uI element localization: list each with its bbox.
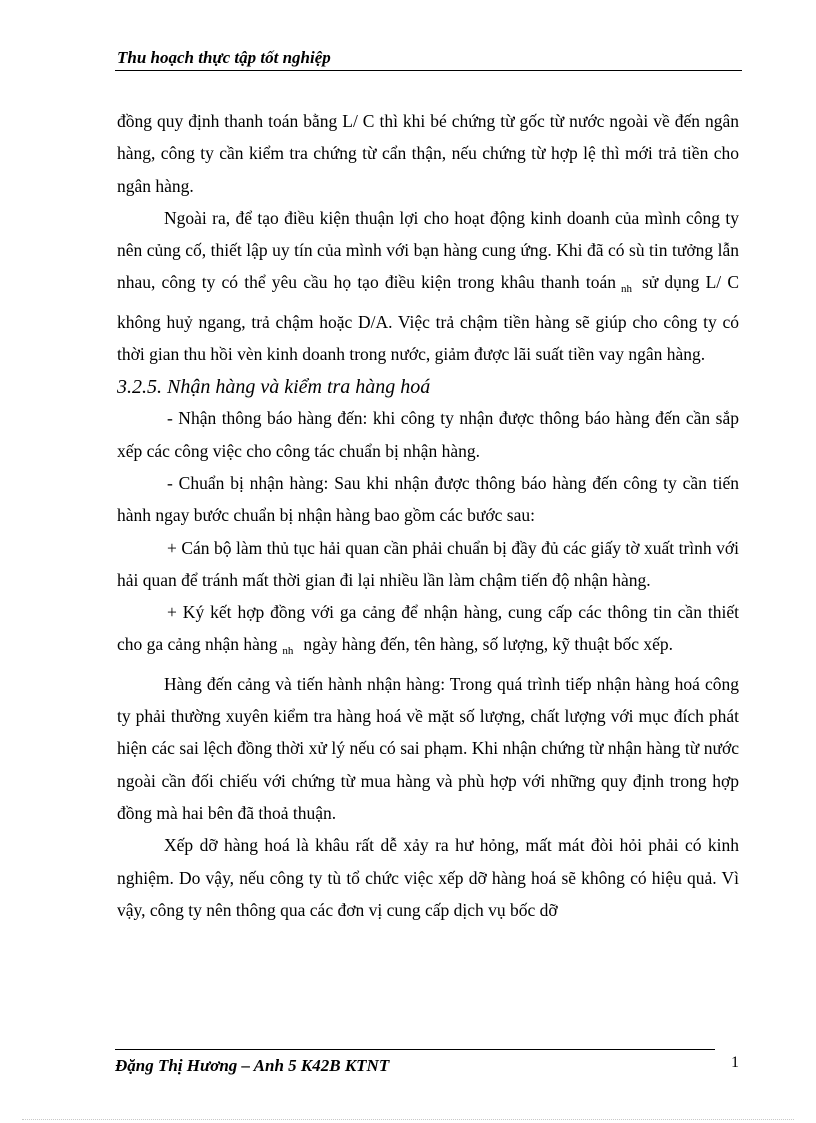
page-header-title: Thu hoạch thực tập tốt nghiệp: [117, 48, 331, 67]
paragraph-text: Ngoài ra, để tạo điều kiện thuận lợi cho hoạt động kinh doanh của mình công ty nên củng cố, thiết lập uy tín của mình với bạn hàng cung ứng. Khi đã có sù tin tưởng lẫn nhau, công ty có thể yêu cầu họ tạo điều kiện trong khâu thanh: [117, 207, 739, 293]
paragraph-text: + Ký kết hợp đồng với ga cảng để nhận hàng, cung cấp các thông tin cần thiết cho ga cảng nhận hàng: [117, 602, 739, 655]
footer-author: Đặng Thị Hương – Anh 5 K42B KTNT: [115, 1056, 390, 1075]
subscript-fragment: nh: [620, 283, 632, 296]
page-bottom-edge: [22, 1119, 794, 1120]
paragraph-customs: + Cán bộ làm thủ tục hải quan cần phải chuẩn bị đầy đủ các giấy tờ xuất trình với hải quan để tránh mất thời gian đi lại nhiều lần làm chậm tiến độ nhận hàng.: [117, 537, 739, 590]
footer-divider: [115, 1049, 715, 1050]
subscript-fragment: nh: [282, 645, 294, 658]
page-number: 1: [731, 1054, 739, 1071]
paragraph-text: sử dụng L/ C không huỷ ngang, trả chậm hoặc D/A. Việc trả chậm tiền hàng sẽ giúp cho công ty có thời gian thu hồi vèn kinh doanh trong nước, giảm được lãi suất tiền vay ngân hàng.: [117, 272, 739, 365]
paragraph-notice: - Nhận thông báo hàng đến: khi công ty nhận được thông báo hàng đến cần sắp xếp các công việc cho công tác chuẩn bị nhận hàng.: [117, 408, 739, 461]
document-body: [117, 105, 739, 926]
paragraph-unloading: Xếp dỡ hàng hoá là khâu rất dễ xảy ra hư hỏng, mất mát đòi hỏi phải có kinh nghiệm. Do vậy, nếu công ty tù tổ chức việc xếp dỡ hàng hoá sẽ không có hiệu quả. Vì vậy, công ty nên thông qua các đơn vị cung cấp dịch vụ bốc dỡ: [117, 835, 739, 920]
paragraph-text: toán: [585, 272, 616, 293]
header-divider: [115, 70, 742, 71]
paragraph-receiving: Hàng đến cảng và tiến hành nhận hàng: Trong quá trình tiếp nhận hàng hoá công ty phải thường xuyên kiểm tra hàng hoá về mặt số lượng, chất lượng với mục đích phát hiện các sai lệch đồng thời xử lý nếu có sai phạm. Khi nhận chứng từ nhận hàng từ nước ngoài cần đối chiếu với chứng từ mua hàng và phù hợp với những quy định trong hợp đồng mà hai bên đã thoả thuận.: [117, 673, 739, 823]
paragraph-continuation: đồng quy định thanh toán bằng L/ C thì khi bé chứng từ gốc từ nước ngoài về đến ngân hàng, công ty cần kiểm tra chứng từ cẩn thận, nếu chứng từ hợp lệ thì mới trả tiền cho ngân hàng.: [117, 111, 739, 196]
section-heading: 3.2.5. Nhận hàng và kiểm tra hàng hoá: [117, 376, 431, 399]
paragraph-port-contract: [117, 596, 739, 668]
paragraph-trust-building: [117, 202, 739, 370]
paragraph-text: ngày hàng đến, tên hàng, số lượng, kỹ thuật bốc xếp.: [303, 634, 673, 655]
paragraph-preparation: - Chuẩn bị nhận hàng: Sau khi nhận được thông báo hàng đến công ty cần tiến hành ngay bước chuẩn bị nhận hàng bao gồm các bước sau:: [117, 472, 739, 526]
